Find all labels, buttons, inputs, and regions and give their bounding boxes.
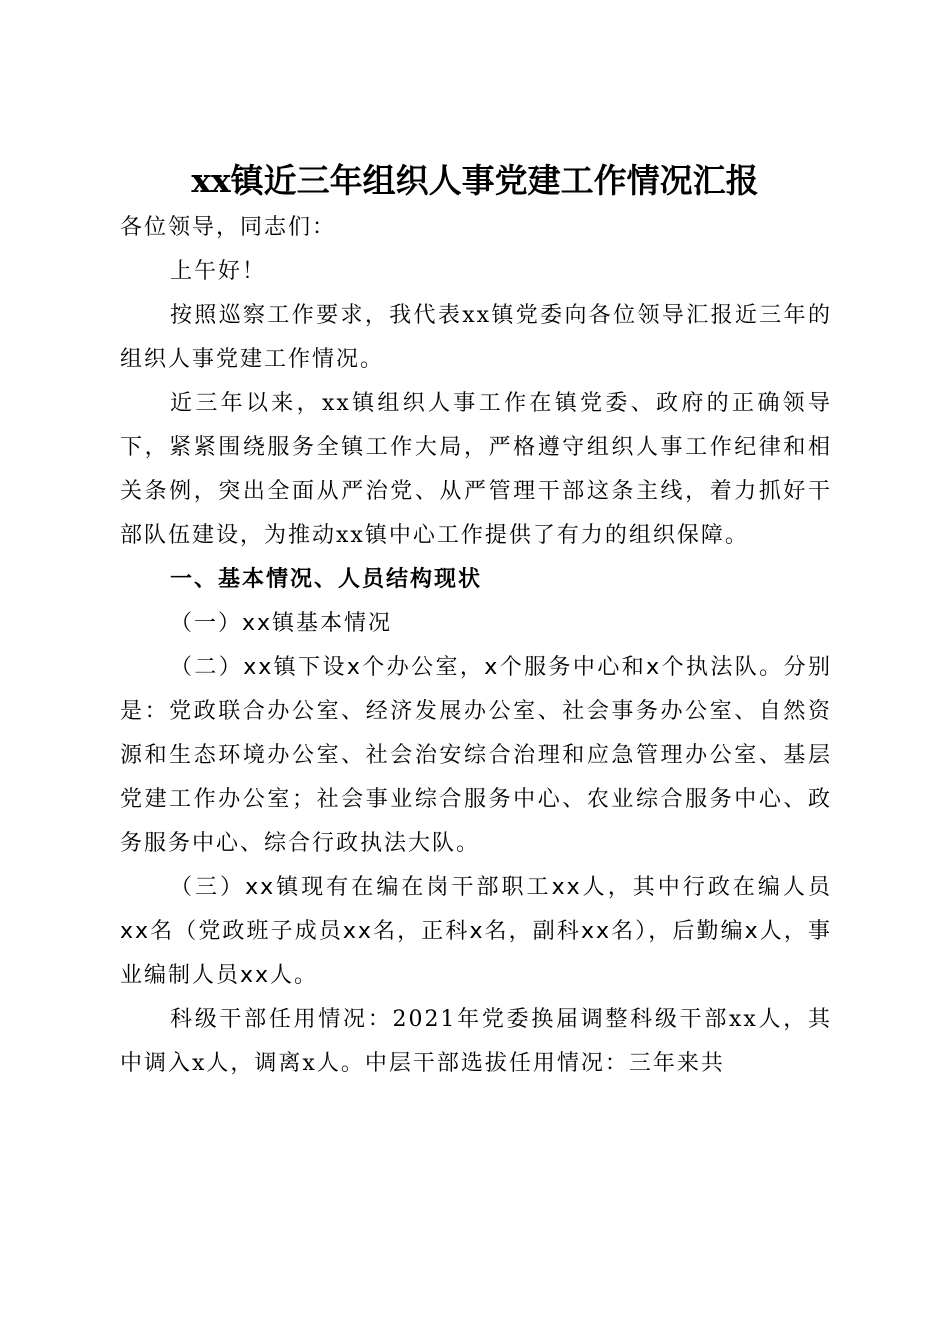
- sub-item-two: （二）xx镇下设x个办公室，x个服务中心和x个执法队。分别是：党政联合办公室、经济发展办公室、社会事务办公室、自然资源和生态环境办公室、社会治安综合治理和应急管理办公室、基层党建工作办公室；社会事业综合服务中心、农业综合服务中心、政务服务中心、综合行政执法大队。: [120, 655, 832, 856]
- paragraph-overview: 近三年以来，xx镇组织人事工作在镇党委、政府的正确领导下，紧紧围绕服务全镇工作大局，严格遵守组织人事工作纪律和相关条例，突出全面从严治党、从严管理干部这条主线，着力抓好干部队伍建设，为推动xx镇中心工作提供了有力的组织保障。: [120, 391, 832, 548]
- document-title: xx镇近三年组织人事党建工作情况汇报: [191, 161, 759, 201]
- document-body: [120, 206, 832, 1086]
- paragraph-cadre-usage: 科级干部任用情况：2021年党委换届调整科级干部xx人，其中调入x人，调离x人。中层干部选拔任用情况：三年来共: [120, 1007, 832, 1076]
- greeting: 上午好！: [170, 259, 267, 284]
- sub-item-one: （一）xx镇基本情况: [170, 611, 393, 636]
- sub-item-three: （三）xx镇现有在编在岗干部职工xx人，其中行政在编人员xx名（党政班子成员xx名，正科x名，副科xx名），后勤编x人，事业编制人员xx人。: [120, 875, 832, 988]
- paragraph-intro: 按照巡察工作要求，我代表xx镇党委向各位领导汇报近三年的组织人事党建工作情况。: [120, 303, 832, 372]
- salutation: 各位领导，同志们：: [120, 215, 337, 240]
- section-heading-one: 一、基本情况、人员结构现状: [170, 567, 483, 592]
